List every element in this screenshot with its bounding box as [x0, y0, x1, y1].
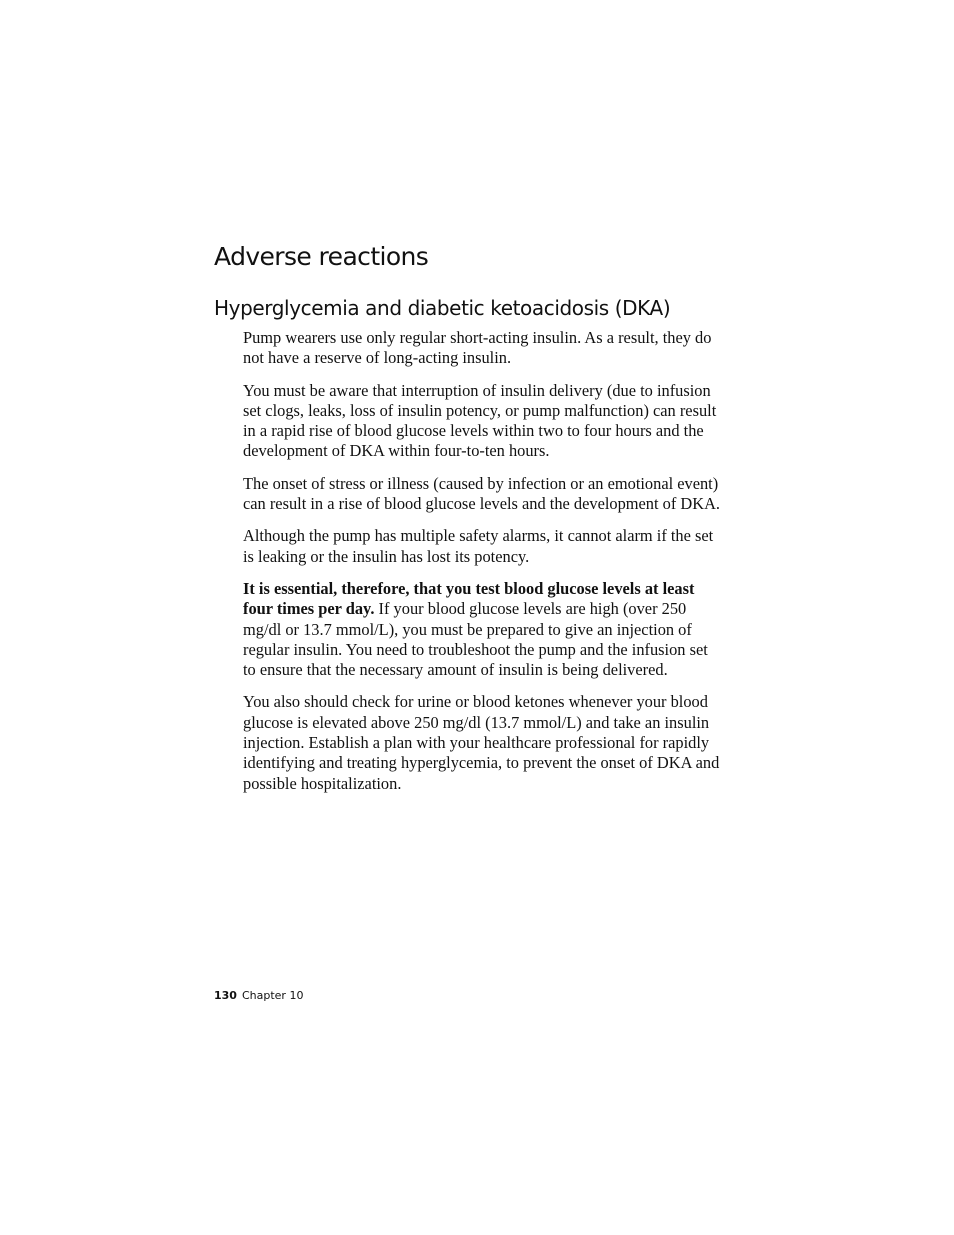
emphasis-text: It is essential, therefore, that you test blood glucose levels at least four times per day. [243, 578, 695, 619]
paragraph-text: If your blood glucose levels are high (over 250 mg/dl or 13.7 mmol/L), you must be prepared to give an injection of regular insulin. You need to troubleshoot the pump and the infusion set to ensure that the necessary amount of insulin is being delivered. [243, 599, 708, 680]
page-title: Adverse reactions [214, 242, 429, 271]
paragraph-pump-wearers: Pump wearers use only regular short-acting insulin. As a result, they do not have a reserve of long-acting insulin. [243, 328, 712, 368]
paragraph-testing-requirement [243, 579, 721, 680]
page-number: 130 [214, 989, 237, 1002]
paragraph-safety-alarms: Although the pump has multiple safety alarms, it cannot alarm if the set is leaking or the insulin has lost its potency. [243, 526, 714, 566]
paragraph-stress-illness: The onset of stress or illness (caused by infection or an emotional event) can result in a rise of blood glucose levels and the development of DKA. [243, 473, 721, 514]
section-heading: Hyperglycemia and diabetic ketoacidosis (DKA) [214, 296, 671, 320]
paragraph-insulin-interruption: You must be aware that interruption of insulin delivery (due to infusion set clogs, leaks, loss of insulin potency, or pump malfunction) can result in a rapid rise of blood glucose levels within two to four hours and the development of DKA within four-to-ten hours. [243, 380, 717, 461]
page-footer [214, 989, 303, 1002]
section-body [243, 328, 721, 806]
paragraph-ketones: You also should check for urine or blood ketones whenever your blood glucose is elevated above 250 mg/dl (13.7 mmol/L) and take an insulin injection. Establish a plan with your healthcare professional for rapidly identifying and treating hyperglycemia, to prevent the onset of DKA and possible hospitalization. [243, 692, 720, 793]
chapter-label: Chapter 10 [241, 989, 304, 1002]
